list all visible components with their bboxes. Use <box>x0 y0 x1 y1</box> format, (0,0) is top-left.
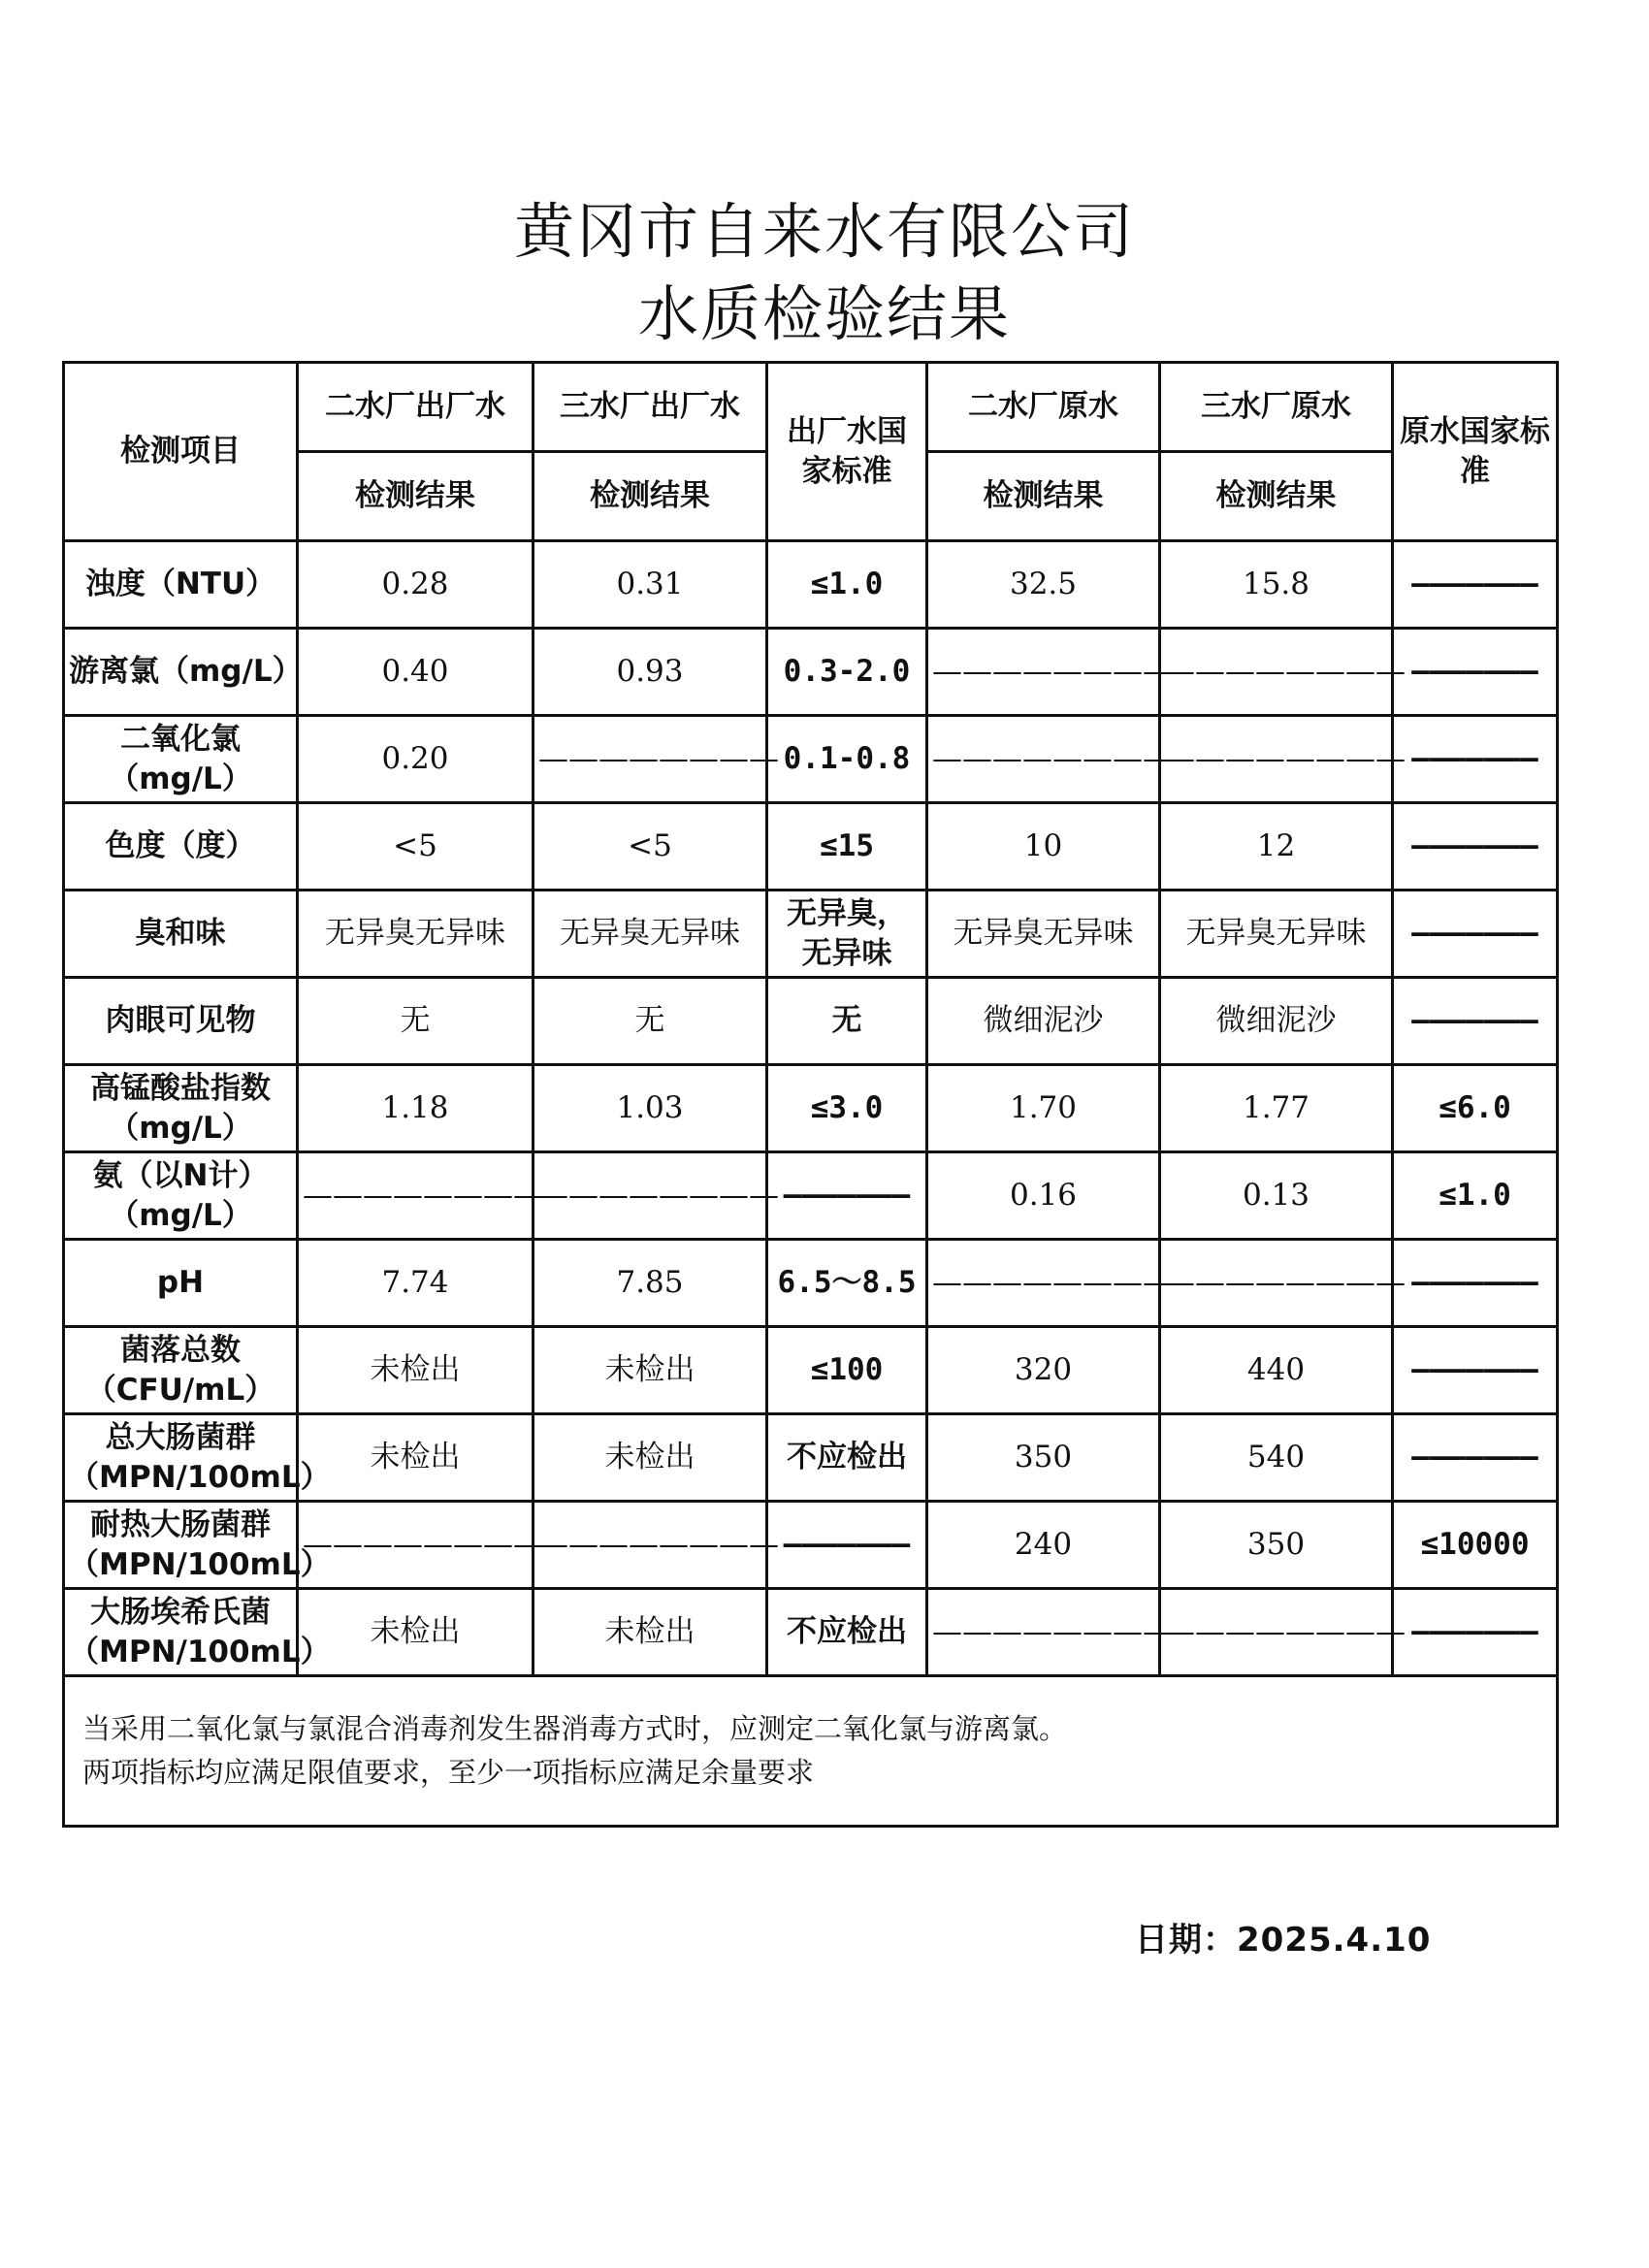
subheader-result: 检测结果 <box>298 452 534 541</box>
cell-plant2-raw: 1.70 <box>927 1065 1160 1152</box>
table-row <box>64 629 1558 716</box>
header-plant3-out: 三水厂出厂水 <box>534 363 767 452</box>
cell-plant3-out: 0.31 <box>534 541 767 629</box>
cell-plant2-raw: ———————— <box>927 1240 1160 1327</box>
header-plant2-raw: 二水厂原水 <box>927 363 1160 452</box>
cell-plant3-raw: 无异臭无异味 <box>1160 891 1393 978</box>
table-row <box>64 541 1558 629</box>
cell-plant2-raw: 10 <box>927 803 1160 891</box>
cell-std-raw: ≤10000 <box>1393 1502 1558 1589</box>
cell-plant2-out: 0.40 <box>298 629 534 716</box>
cell-plant2-out: 无异臭无异味 <box>298 891 534 978</box>
cell-std-out: 无异臭，无异味 <box>767 891 927 978</box>
table-row <box>64 803 1558 891</box>
note-cell <box>64 1676 1558 1827</box>
cell-plant3-raw: 540 <box>1160 1414 1393 1502</box>
table-row <box>64 1240 1558 1327</box>
header-std-raw: 原水国家标准 <box>1393 363 1558 541</box>
cell-plant2-raw: ———————— <box>927 629 1160 716</box>
cell-std-raw: ——————— <box>1393 803 1558 891</box>
report-date: 日期：2025.4.10 <box>1135 1921 1432 1960</box>
cell-plant3-out: 未检出 <box>534 1589 767 1676</box>
cell-plant2-out: 无 <box>298 978 534 1065</box>
cell-std-out: 0.3-2.0 <box>767 629 927 716</box>
cell-plant3-raw: 12 <box>1160 803 1393 891</box>
cell-plant2-raw: 240 <box>927 1502 1160 1589</box>
cell-plant2-out: 未检出 <box>298 1589 534 1676</box>
cell-plant3-raw: 350 <box>1160 1502 1393 1589</box>
cell-item: 肉眼可见物 <box>64 978 298 1065</box>
cell-plant3-raw: 440 <box>1160 1327 1393 1414</box>
table-row <box>64 716 1558 803</box>
cell-plant3-out: ———————— <box>534 716 767 803</box>
cell-std-out: ——————— <box>767 1502 927 1589</box>
cell-item: 二氧化氯（mg/L） <box>64 716 298 803</box>
cell-item: pH <box>64 1240 298 1327</box>
cell-plant2-raw: 32.5 <box>927 541 1160 629</box>
cell-plant3-raw: ———————— <box>1160 629 1393 716</box>
cell-item: 菌落总数（CFU/mL） <box>64 1327 298 1414</box>
note-line-1: 当采用二氧化氯与氯混合消毒剂发生器消毒方式时，应测定二氧化氯与游离氯。 <box>82 1712 1068 1746</box>
cell-plant3-out: 7.85 <box>534 1240 767 1327</box>
company-title: 黄冈市自来水有限公司 <box>513 196 1135 267</box>
cell-plant2-out: 0.28 <box>298 541 534 629</box>
cell-plant3-raw: ———————— <box>1160 1240 1393 1327</box>
cell-plant2-out: 7.74 <box>298 1240 534 1327</box>
cell-plant3-raw: 0.13 <box>1160 1152 1393 1240</box>
cell-item: 总大肠菌群（MPN/100mL） <box>64 1414 298 1502</box>
table-row <box>64 1414 1558 1502</box>
cell-item: 浊度（NTU） <box>64 541 298 629</box>
cell-item: 高锰酸盐指数（mg/L） <box>64 1065 298 1152</box>
header-std-out: 出厂水国家标准 <box>767 363 927 541</box>
cell-item: 臭和味 <box>64 891 298 978</box>
cell-plant3-raw: 15.8 <box>1160 541 1393 629</box>
cell-std-raw: ——————— <box>1393 891 1558 978</box>
header-row <box>64 363 1558 452</box>
cell-plant2-out: ———————— <box>298 1152 534 1240</box>
cell-std-out: 0.1-0.8 <box>767 716 927 803</box>
cell-plant2-out: ———————— <box>298 1502 534 1589</box>
cell-item: 大肠埃希氏菌（MPN/100mL） <box>64 1589 298 1676</box>
cell-std-raw: ——————— <box>1393 629 1558 716</box>
cell-plant3-raw: ———————— <box>1160 716 1393 803</box>
cell-plant2-out: 0.20 <box>298 716 534 803</box>
header-plant2-out: 二水厂出厂水 <box>298 363 534 452</box>
cell-plant3-out: ———————— <box>534 1152 767 1240</box>
cell-plant2-out: <5 <box>298 803 534 891</box>
cell-plant3-out: 无 <box>534 978 767 1065</box>
cell-plant3-raw: 1.77 <box>1160 1065 1393 1152</box>
cell-std-raw: ——————— <box>1393 1414 1558 1502</box>
cell-plant2-out: 1.18 <box>298 1065 534 1152</box>
subheader-result: 检测结果 <box>927 452 1160 541</box>
cell-std-raw: ——————— <box>1393 541 1558 629</box>
cell-std-raw: ——————— <box>1393 978 1558 1065</box>
cell-plant3-out: 0.93 <box>534 629 767 716</box>
subheader-result: 检测结果 <box>534 452 767 541</box>
table-row <box>64 1327 1558 1414</box>
cell-std-raw: ≤1.0 <box>1393 1152 1558 1240</box>
header-plant3-raw: 三水厂原水 <box>1160 363 1393 452</box>
cell-plant2-raw: 350 <box>927 1414 1160 1502</box>
cell-std-out: ≤100 <box>767 1327 927 1414</box>
cell-std-out: 6.5～8.5 <box>767 1240 927 1327</box>
table-row <box>64 1152 1558 1240</box>
cell-std-raw: ——————— <box>1393 1589 1558 1676</box>
table-row <box>64 1502 1558 1589</box>
table-row <box>64 978 1558 1065</box>
cell-std-out: ≤1.0 <box>767 541 927 629</box>
cell-std-out: 不应检出 <box>767 1414 927 1502</box>
cell-plant3-out: 未检出 <box>534 1327 767 1414</box>
cell-std-raw: ——————— <box>1393 716 1558 803</box>
cell-plant3-out: 未检出 <box>534 1414 767 1502</box>
cell-plant2-raw: 无异臭无异味 <box>927 891 1160 978</box>
cell-item: 游离氯（mg/L） <box>64 629 298 716</box>
cell-std-out: ——————— <box>767 1152 927 1240</box>
cell-plant2-out: 未检出 <box>298 1414 534 1502</box>
header-item: 检测项目 <box>64 363 298 541</box>
table-row <box>64 1065 1558 1152</box>
cell-plant3-out: 无异臭无异味 <box>534 891 767 978</box>
note-row <box>64 1676 1558 1827</box>
cell-plant2-raw: 320 <box>927 1327 1160 1414</box>
table-row <box>64 891 1558 978</box>
cell-item: 色度（度） <box>64 803 298 891</box>
cell-std-out: 不应检出 <box>767 1589 927 1676</box>
cell-plant2-raw: ———————— <box>927 716 1160 803</box>
cell-plant3-raw: ———————— <box>1160 1589 1393 1676</box>
cell-std-out: 无 <box>767 978 927 1065</box>
cell-plant3-out: 1.03 <box>534 1065 767 1152</box>
table-row <box>64 1589 1558 1676</box>
cell-plant2-raw: ———————— <box>927 1589 1160 1676</box>
cell-plant3-out: ———————— <box>534 1502 767 1589</box>
cell-std-out: ≤3.0 <box>767 1065 927 1152</box>
report-title: 水质检验结果 <box>637 278 1011 349</box>
cell-plant3-out: <5 <box>534 803 767 891</box>
cell-item: 耐热大肠菌群（MPN/100mL） <box>64 1502 298 1589</box>
results-table <box>62 361 1559 1828</box>
subheader-result: 检测结果 <box>1160 452 1393 541</box>
cell-plant2-raw: 0.16 <box>927 1152 1160 1240</box>
cell-std-raw: ≤6.0 <box>1393 1065 1558 1152</box>
cell-std-raw: ——————— <box>1393 1240 1558 1327</box>
cell-std-raw: ——————— <box>1393 1327 1558 1414</box>
cell-plant2-out: 未检出 <box>298 1327 534 1414</box>
cell-plant3-raw: 微细泥沙 <box>1160 978 1393 1065</box>
cell-plant2-raw: 微细泥沙 <box>927 978 1160 1065</box>
cell-item: 氨（以N计）（mg/L） <box>64 1152 298 1240</box>
cell-std-out: ≤15 <box>767 803 927 891</box>
note-line-2: 两项指标均应满足限值要求，至少一项指标应满足余量要求 <box>82 1756 815 1789</box>
